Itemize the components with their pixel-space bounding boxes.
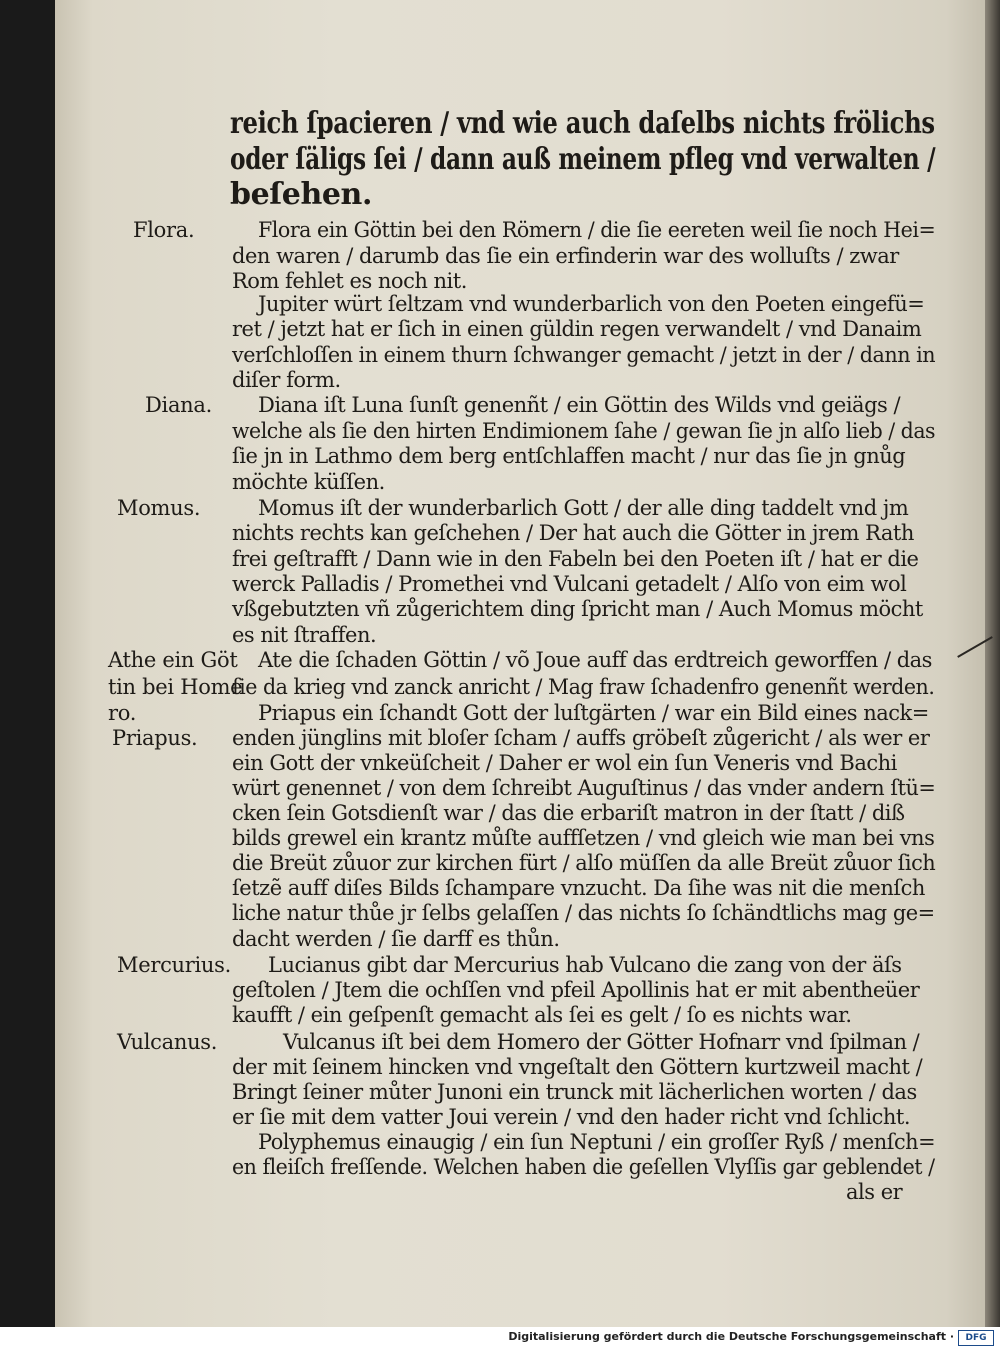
body-line: den waren / darumb das ſie ein erfinderin war des wolluſts / zwar bbox=[232, 244, 899, 268]
body-line: verſchloſſen in einem thurn ſchwanger gemacht / jetzt in der / dann in bbox=[232, 343, 936, 367]
body-line: Polyphemus einaugig / ein ſun Neptuni / ein groſſer Ryß / menſch= bbox=[258, 1130, 936, 1154]
margin-note-athe: tin bei Home bbox=[108, 675, 243, 699]
body-line: liche natur thůe jr ſelbs gelaſſen / das nichts ſo ſchändtlichs mag ge= bbox=[232, 901, 935, 925]
body-line: würt genennet / von dem ſchreibt Auguſtinus / das vnder andern ſtü= bbox=[232, 776, 936, 800]
margin-note-athe: ro. bbox=[108, 701, 137, 725]
body-line: Ate die ſchaden Göttin / võ Joue auff das erdtreich geworffen / das bbox=[258, 648, 932, 672]
margin-note-athe: Athe ein Göt bbox=[108, 648, 238, 672]
margin-note-priapus: Priapus. bbox=[112, 726, 198, 750]
body-line: ſetzẽ auff diſes Bilds ſchampare vnzucht. Da ſihe was nit die menſch bbox=[232, 876, 925, 900]
body-line: nichts rechts kan geſchehen / Der hat auch die Götter in jrem Rath bbox=[232, 521, 914, 545]
body-line: dacht werden / ſie darff es thůn. bbox=[232, 927, 560, 951]
dfg-logo[interactable]: DFG bbox=[958, 1330, 994, 1346]
body-line: en fleiſch freſſende. Welchen haben die geſellen Vlyſſis gar geblendet / bbox=[232, 1155, 935, 1179]
page-gutter bbox=[985, 0, 1000, 1327]
body-line: cken ſein Gotsdienſt war / das die erbariſt matron in der ſtatt / diß bbox=[232, 801, 905, 825]
body-line: ſie da krieg vnd zanck anricht / Mag fraw ſchadenfro genenñt werden. bbox=[232, 675, 935, 699]
body-line: frei geſtrafft / Dann wie in den Fabeln bei den Poeten iſt / hat er die bbox=[232, 547, 919, 571]
body-line: der mit ſeinem hincken vnd vngeſtalt den Göttern kurtzweil macht / bbox=[232, 1055, 923, 1079]
body-line: bilds grewel ein krantz můſte auffſetzen / vnd gleich wie man bei vns bbox=[232, 826, 935, 850]
body-line: Priapus ein ſchandt Gott der luſtgärten / war ein Bild eines nack= bbox=[258, 701, 929, 725]
catchword: als er bbox=[846, 1180, 903, 1204]
body-line: er ſie mit dem vatter Joui verein / vnd den hader richt vnd ſchlicht. bbox=[232, 1105, 911, 1129]
body-line: kaufft / ein geſpenſt gemacht als ſei es gelt / ſo es nichts war. bbox=[232, 1003, 852, 1027]
margin-note-vulcanus: Vulcanus. bbox=[117, 1030, 218, 1054]
heading-line: oder ſäligs ſei / dann auß meinem pfleg vnd verwalten / bbox=[230, 142, 936, 177]
body-line: Jupiter würt ſeltzam vnd wunderbarlich von den Poeten eingefü= bbox=[258, 292, 925, 316]
body-line: geſtolen / Jtem die ochſſen vnd pfeil Apollinis hat er mit abentheüer bbox=[232, 978, 920, 1002]
body-line: Momus iſt der wunderbarlich Gott / der alle ding taddelt vnd jm bbox=[258, 496, 909, 520]
body-line: die Breüt zůuor zur kirchen fürt / alſo müſſen da alle Breüt zůuor ſich bbox=[232, 851, 936, 875]
funding-credit: Digitalisierung gefördert durch die Deutsche Forschungsgemeinschaft · bbox=[508, 1330, 954, 1343]
body-line: vßgebutzten vñ zůgerichtem ding ſpricht man / Auch Momus möcht bbox=[232, 597, 923, 621]
margin-note-diana: Diana. bbox=[145, 393, 212, 417]
body-line: Vulcanus iſt bei dem Homero der Götter Hofnarr vnd ſpilman / bbox=[283, 1030, 920, 1054]
heading-line: beſehen. bbox=[230, 177, 373, 212]
body-line: werck Palladis / Promethei vnd Vulcani getadelt / Alſo von eim wol bbox=[232, 572, 907, 596]
body-line: welche als ſie den hirten Endimionem ſahe / gewan ſie jn alſo lieb / das bbox=[232, 419, 936, 443]
body-line: enden jünglins mit bloſer ſcham / auffs gröbeſt zůgericht / als wer er bbox=[232, 726, 930, 750]
heading-line: reich ſpacieren / vnd wie auch daſelbs nichts frölichs bbox=[230, 106, 935, 141]
body-line: Rom fehlet es noch nit. bbox=[232, 269, 467, 293]
body-line: möchte küſſen. bbox=[232, 470, 385, 494]
body-line: Diana iſt Luna ſunſt genenñt / ein Göttin des Wilds vnd geiägs / bbox=[258, 393, 901, 417]
body-line: Lucianus gibt dar Mercurius hab Vulcano die zang von der äſs bbox=[268, 953, 902, 977]
margin-note-flora: Flora. bbox=[133, 218, 195, 242]
body-line: ret / jetzt hat er ſich in einen güldin regen verwandelt / vnd Danaim bbox=[232, 317, 922, 341]
body-line: es nit ſtraffen. bbox=[232, 623, 377, 647]
body-line: Flora ein Göttin bei den Römern / die ſie eereten weil ſie noch Hei= bbox=[258, 218, 936, 242]
body-line: diſer form. bbox=[232, 368, 341, 392]
footer-bar bbox=[0, 1328, 1000, 1347]
margin-note-mercurius: Mercurius. bbox=[117, 953, 231, 977]
body-line: ein Gott der vnkeüſcheit / Daher er wol ein ſun Veneris vnd Bachi bbox=[232, 751, 897, 775]
body-line: ſie jn in Lathmo dem berg entſchlaffen macht / nur das ſie jn gnůg bbox=[232, 444, 906, 468]
body-line: Bringt ſeiner můter Junoni ein trunck mit lächerlichen worten / das bbox=[232, 1080, 917, 1104]
margin-note-momus: Momus. bbox=[117, 496, 201, 520]
